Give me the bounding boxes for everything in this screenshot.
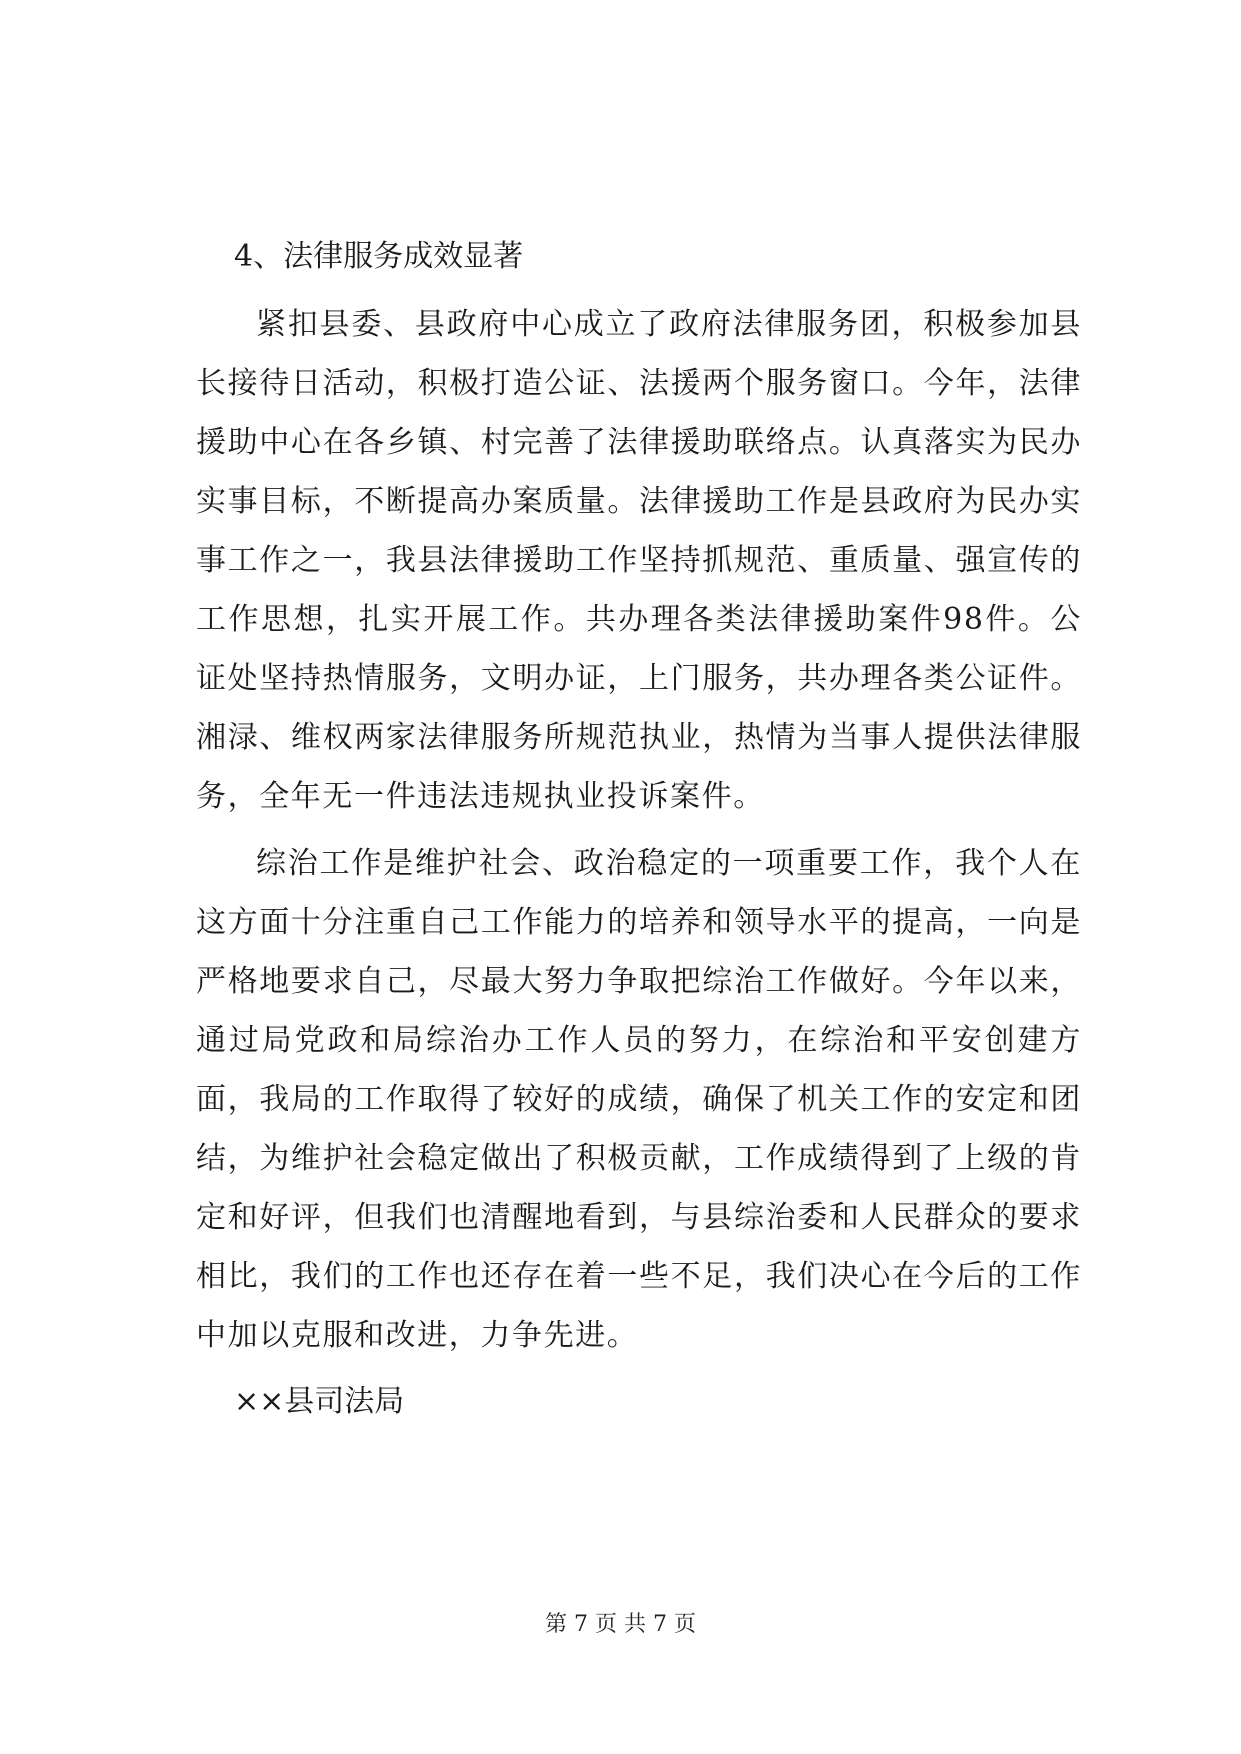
document-body	[196, 228, 1082, 1431]
paragraph-legal-services: 紧扣县委、县政府中心成立了政府法律服务团，积极参加县长接待日活动，积极打造公证、法援两个服务窗口。今年，法律援助中心在各乡镇、村完善了法律援助联络点。认真落实为民办实事目标，不断提高办案质量。法律援助工作是县政府为民办实事工作之一，我县法律援助工作坚持抓规范、重质量、强宣传的工作思想，扎实开展工作。共办理各类法律援助案件98件。公证处坚持热情服务，文明办证，上门服务，共办理各类公证件。湘渌、维权两家法律服务所规范执业，热情为当事人提供法律服务，全年无一件违法违规执业投诉案件。	[196, 307, 1082, 814]
paragraph-comprehensive-governance: 综治工作是维护社会、政治稳定的一项重要工作，我个人在这方面十分注重自己工作能力的培养和领导水平的提高，一向是严格地要求自己，尽最大努力争取把综治工作做好。今年以来，通过局党政和局综治办工作人员的努力，在综治和平安创建方面，我局的工作取得了较好的成绩，确保了机关工作的安定和团结，为维护社会稳定做出了积极贡献，工作成绩得到了上级的肯定和好评，但我们也清醒地看到，与县综治委和人民群众的要求相比，我们的工作也还存在着一些不足，我们决心在今后的工作中加以克服和改进，力争先进。	[196, 846, 1082, 1353]
signature-organization: ××县司法局	[234, 1384, 405, 1419]
page-number-footer: 第 7 页 共 7 页	[545, 1612, 696, 1637]
section-heading: 4、法律服务成效显著	[234, 239, 524, 274]
